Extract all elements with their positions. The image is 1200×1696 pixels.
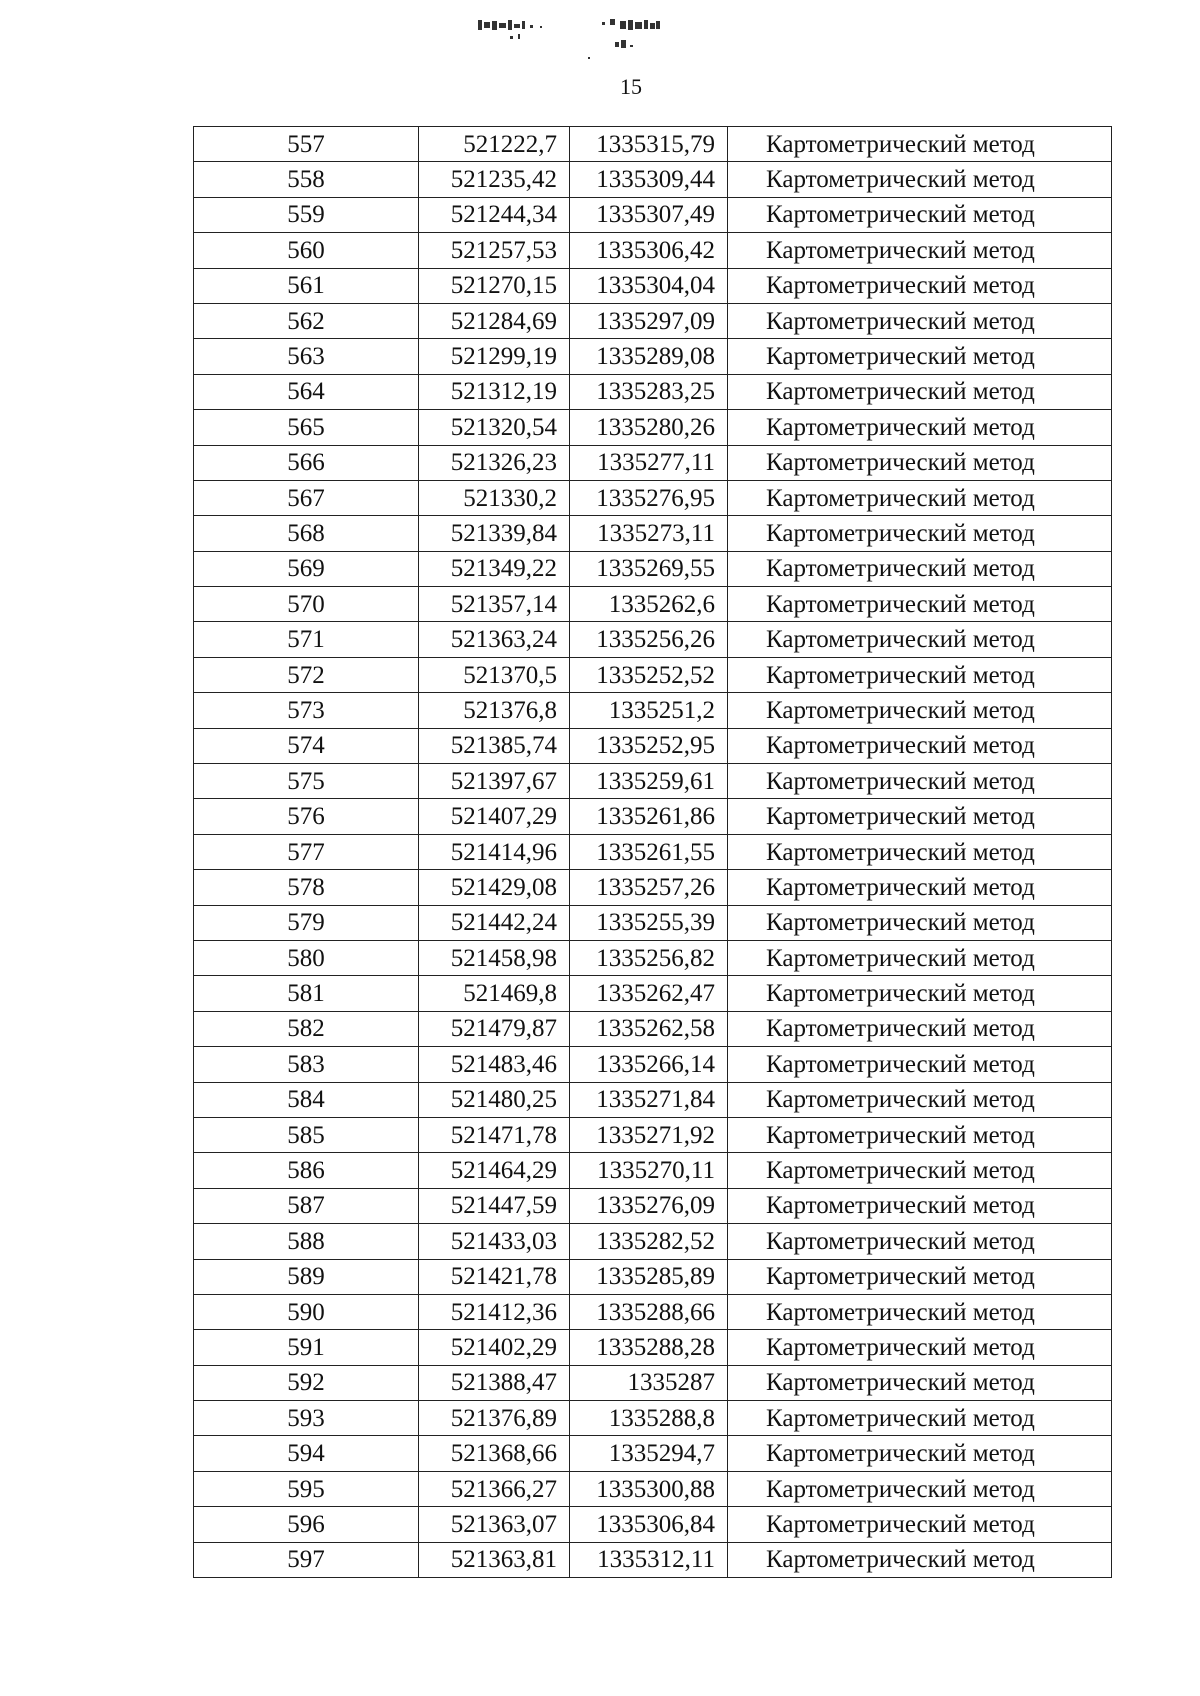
method-cell: Картометрический метод — [728, 1365, 1112, 1400]
method-cell: Картометрический метод — [728, 1224, 1112, 1259]
point-number-cell: 593 — [194, 1401, 419, 1436]
point-number-cell: 583 — [194, 1047, 419, 1082]
y-coordinate-cell: 1335288,28 — [570, 1330, 728, 1365]
x-coordinate-cell: 521299,19 — [419, 339, 570, 374]
point-number-cell: 574 — [194, 728, 419, 763]
y-coordinate-cell: 1335283,25 — [570, 374, 728, 409]
y-coordinate-cell: 1335276,09 — [570, 1188, 728, 1223]
x-coordinate-cell: 521458,98 — [419, 940, 570, 975]
point-number-cell: 565 — [194, 410, 419, 445]
table-row — [194, 303, 1112, 338]
table-row — [194, 764, 1112, 799]
y-coordinate-cell: 1335276,95 — [570, 480, 728, 515]
x-coordinate-cell: 521320,54 — [419, 410, 570, 445]
point-number-cell: 595 — [194, 1471, 419, 1506]
x-coordinate-cell: 521412,36 — [419, 1294, 570, 1329]
x-coordinate-cell: 521326,23 — [419, 445, 570, 480]
y-coordinate-cell: 1335297,09 — [570, 303, 728, 338]
point-number-cell: 590 — [194, 1294, 419, 1329]
point-number-cell: 582 — [194, 1011, 419, 1046]
x-coordinate-cell: 521366,27 — [419, 1471, 570, 1506]
method-cell: Картометрический метод — [728, 1330, 1112, 1365]
y-coordinate-cell: 1335271,84 — [570, 1082, 728, 1117]
method-cell: Картометрический метод — [728, 1259, 1112, 1294]
table-row — [194, 1047, 1112, 1082]
table-row — [194, 127, 1112, 162]
point-number-cell: 579 — [194, 905, 419, 940]
table-row — [194, 1153, 1112, 1188]
y-coordinate-cell: 1335288,8 — [570, 1401, 728, 1436]
table-row — [194, 516, 1112, 551]
x-coordinate-cell: 521370,5 — [419, 657, 570, 692]
x-coordinate-cell: 521429,08 — [419, 870, 570, 905]
y-coordinate-cell: 1335289,08 — [570, 339, 728, 374]
y-coordinate-cell: 1335294,7 — [570, 1436, 728, 1471]
x-coordinate-cell: 521312,19 — [419, 374, 570, 409]
x-coordinate-cell: 521270,15 — [419, 268, 570, 303]
method-cell: Картометрический метод — [728, 870, 1112, 905]
table-row — [194, 976, 1112, 1011]
x-coordinate-cell: 521397,67 — [419, 764, 570, 799]
table-row — [194, 657, 1112, 692]
x-coordinate-cell: 521363,81 — [419, 1542, 570, 1577]
method-cell: Картометрический метод — [728, 233, 1112, 268]
x-coordinate-cell: 521442,24 — [419, 905, 570, 940]
x-coordinate-cell: 521368,66 — [419, 1436, 570, 1471]
table-row — [194, 1471, 1112, 1506]
method-cell: Картометрический метод — [728, 728, 1112, 763]
x-coordinate-cell: 521385,74 — [419, 728, 570, 763]
table-row — [194, 940, 1112, 975]
x-coordinate-cell: 521421,78 — [419, 1259, 570, 1294]
x-coordinate-cell: 521284,69 — [419, 303, 570, 338]
x-coordinate-cell: 521479,87 — [419, 1011, 570, 1046]
point-number-cell: 597 — [194, 1542, 419, 1577]
table-row — [194, 870, 1112, 905]
y-coordinate-cell: 1335257,26 — [570, 870, 728, 905]
table-row — [194, 445, 1112, 480]
point-number-cell: 591 — [194, 1330, 419, 1365]
y-coordinate-cell: 1335280,26 — [570, 410, 728, 445]
point-number-cell: 592 — [194, 1365, 419, 1400]
table-row — [194, 1330, 1112, 1365]
point-number-cell: 576 — [194, 799, 419, 834]
table-row — [194, 1117, 1112, 1152]
y-coordinate-cell: 1335300,88 — [570, 1471, 728, 1506]
method-cell: Картометрический метод — [728, 197, 1112, 232]
method-cell: Картометрический метод — [728, 410, 1112, 445]
point-number-cell: 586 — [194, 1153, 419, 1188]
y-coordinate-cell: 1335256,82 — [570, 940, 728, 975]
y-coordinate-cell: 1335271,92 — [570, 1117, 728, 1152]
x-coordinate-cell: 521447,59 — [419, 1188, 570, 1223]
table-row — [194, 622, 1112, 657]
y-coordinate-cell: 1335306,84 — [570, 1507, 728, 1542]
table-row — [194, 1259, 1112, 1294]
point-number-cell: 575 — [194, 764, 419, 799]
method-cell: Картометрический метод — [728, 1401, 1112, 1436]
table-row — [194, 1401, 1112, 1436]
point-number-cell: 564 — [194, 374, 419, 409]
method-cell: Картометрический метод — [728, 1082, 1112, 1117]
page-number: 15 — [620, 74, 642, 99]
y-coordinate-cell: 1335315,79 — [570, 127, 728, 162]
y-coordinate-cell: 1335261,55 — [570, 834, 728, 869]
method-cell: Картометрический метод — [728, 1507, 1112, 1542]
method-cell: Картометрический метод — [728, 445, 1112, 480]
coordinates-table-body — [194, 127, 1112, 1578]
table-row — [194, 1224, 1112, 1259]
method-cell: Картометрический метод — [728, 799, 1112, 834]
method-cell: Картометрический метод — [728, 976, 1112, 1011]
table-row — [194, 162, 1112, 197]
method-cell: Картометрический метод — [728, 1188, 1112, 1223]
point-number-cell: 580 — [194, 940, 419, 975]
table-row — [194, 1542, 1112, 1577]
point-number-cell: 573 — [194, 693, 419, 728]
x-coordinate-cell: 521402,29 — [419, 1330, 570, 1365]
method-cell: Картометрический метод — [728, 551, 1112, 586]
x-coordinate-cell: 521376,89 — [419, 1401, 570, 1436]
x-coordinate-cell: 521244,34 — [419, 197, 570, 232]
x-coordinate-cell: 521469,8 — [419, 976, 570, 1011]
scan-stamp-mark — [470, 12, 730, 72]
y-coordinate-cell: 1335262,47 — [570, 976, 728, 1011]
point-number-cell: 558 — [194, 162, 419, 197]
x-coordinate-cell: 521376,8 — [419, 693, 570, 728]
y-coordinate-cell: 1335282,52 — [570, 1224, 728, 1259]
method-cell: Картометрический метод — [728, 1011, 1112, 1046]
method-cell: Картометрический метод — [728, 657, 1112, 692]
method-cell: Картометрический метод — [728, 303, 1112, 338]
point-number-cell: 561 — [194, 268, 419, 303]
table-row — [194, 233, 1112, 268]
point-number-cell: 581 — [194, 976, 419, 1011]
method-cell: Картометрический метод — [728, 1471, 1112, 1506]
point-number-cell: 596 — [194, 1507, 419, 1542]
point-number-cell: 585 — [194, 1117, 419, 1152]
y-coordinate-cell: 1335259,61 — [570, 764, 728, 799]
point-number-cell: 572 — [194, 657, 419, 692]
y-coordinate-cell: 1335266,14 — [570, 1047, 728, 1082]
method-cell: Картометрический метод — [728, 516, 1112, 551]
table-row — [194, 1011, 1112, 1046]
coordinates-table — [193, 126, 1112, 1578]
table-row — [194, 339, 1112, 374]
point-number-cell: 570 — [194, 587, 419, 622]
method-cell: Картометрический метод — [728, 1047, 1112, 1082]
y-coordinate-cell: 1335269,55 — [570, 551, 728, 586]
method-cell: Картометрический метод — [728, 1117, 1112, 1152]
point-number-cell: 578 — [194, 870, 419, 905]
method-cell: Картометрический метод — [728, 268, 1112, 303]
y-coordinate-cell: 1335262,6 — [570, 587, 728, 622]
table-row — [194, 480, 1112, 515]
y-coordinate-cell: 1335277,11 — [570, 445, 728, 480]
table-row — [194, 551, 1112, 586]
x-coordinate-cell: 521483,46 — [419, 1047, 570, 1082]
point-number-cell: 563 — [194, 339, 419, 374]
table-row — [194, 587, 1112, 622]
y-coordinate-cell: 1335306,42 — [570, 233, 728, 268]
point-number-cell: 588 — [194, 1224, 419, 1259]
point-number-cell: 571 — [194, 622, 419, 657]
method-cell: Картометрический метод — [728, 162, 1112, 197]
y-coordinate-cell: 1335262,58 — [570, 1011, 728, 1046]
table-row — [194, 799, 1112, 834]
table-row — [194, 1294, 1112, 1329]
x-coordinate-cell: 521433,03 — [419, 1224, 570, 1259]
x-coordinate-cell: 521330,2 — [419, 480, 570, 515]
method-cell: Картометрический метод — [728, 940, 1112, 975]
table-row — [194, 905, 1112, 940]
method-cell: Картометрический метод — [728, 1542, 1112, 1577]
table-row — [194, 834, 1112, 869]
y-coordinate-cell: 1335252,52 — [570, 657, 728, 692]
y-coordinate-cell: 1335285,89 — [570, 1259, 728, 1294]
table-row — [194, 1082, 1112, 1117]
y-coordinate-cell: 1335261,86 — [570, 799, 728, 834]
point-number-cell: 559 — [194, 197, 419, 232]
x-coordinate-cell: 521339,84 — [419, 516, 570, 551]
method-cell: Картометрический метод — [728, 480, 1112, 515]
x-coordinate-cell: 521480,25 — [419, 1082, 570, 1117]
x-coordinate-cell: 521414,96 — [419, 834, 570, 869]
table-row — [194, 728, 1112, 763]
y-coordinate-cell: 1335251,2 — [570, 693, 728, 728]
method-cell: Картометрический метод — [728, 905, 1112, 940]
method-cell: Картометрический метод — [728, 127, 1112, 162]
table-row — [194, 410, 1112, 445]
method-cell: Картометрический метод — [728, 764, 1112, 799]
x-coordinate-cell: 521357,14 — [419, 587, 570, 622]
point-number-cell: 577 — [194, 834, 419, 869]
x-coordinate-cell: 521222,7 — [419, 127, 570, 162]
method-cell: Картометрический метод — [728, 587, 1112, 622]
x-coordinate-cell: 521464,29 — [419, 1153, 570, 1188]
point-number-cell: 594 — [194, 1436, 419, 1471]
method-cell: Картометрический метод — [728, 1294, 1112, 1329]
y-coordinate-cell: 1335304,04 — [570, 268, 728, 303]
x-coordinate-cell: 521363,24 — [419, 622, 570, 657]
table-row — [194, 1507, 1112, 1542]
y-coordinate-cell: 1335255,39 — [570, 905, 728, 940]
point-number-cell: 566 — [194, 445, 419, 480]
table-row — [194, 693, 1112, 728]
y-coordinate-cell: 1335256,26 — [570, 622, 728, 657]
table-row — [194, 1365, 1112, 1400]
x-coordinate-cell: 521349,22 — [419, 551, 570, 586]
x-coordinate-cell: 521363,07 — [419, 1507, 570, 1542]
method-cell: Картометрический метод — [728, 834, 1112, 869]
method-cell: Картометрический метод — [728, 1436, 1112, 1471]
point-number-cell: 567 — [194, 480, 419, 515]
method-cell: Картометрический метод — [728, 622, 1112, 657]
y-coordinate-cell: 1335312,11 — [570, 1542, 728, 1577]
point-number-cell: 587 — [194, 1188, 419, 1223]
y-coordinate-cell: 1335252,95 — [570, 728, 728, 763]
table-row — [194, 1188, 1112, 1223]
x-coordinate-cell: 521407,29 — [419, 799, 570, 834]
point-number-cell: 589 — [194, 1259, 419, 1294]
x-coordinate-cell: 521388,47 — [419, 1365, 570, 1400]
table-row — [194, 197, 1112, 232]
y-coordinate-cell: 1335270,11 — [570, 1153, 728, 1188]
y-coordinate-cell: 1335307,49 — [570, 197, 728, 232]
point-number-cell: 569 — [194, 551, 419, 586]
x-coordinate-cell: 521257,53 — [419, 233, 570, 268]
table-row — [194, 268, 1112, 303]
method-cell: Картометрический метод — [728, 374, 1112, 409]
y-coordinate-cell: 1335273,11 — [570, 516, 728, 551]
point-number-cell: 560 — [194, 233, 419, 268]
point-number-cell: 562 — [194, 303, 419, 338]
method-cell: Картометрический метод — [728, 1153, 1112, 1188]
method-cell: Картометрический метод — [728, 339, 1112, 374]
y-coordinate-cell: 1335287 — [570, 1365, 728, 1400]
x-coordinate-cell: 521235,42 — [419, 162, 570, 197]
point-number-cell: 557 — [194, 127, 419, 162]
point-number-cell: 584 — [194, 1082, 419, 1117]
method-cell: Картометрический метод — [728, 693, 1112, 728]
table-row — [194, 1436, 1112, 1471]
table-row — [194, 374, 1112, 409]
point-number-cell: 568 — [194, 516, 419, 551]
y-coordinate-cell: 1335288,66 — [570, 1294, 728, 1329]
y-coordinate-cell: 1335309,44 — [570, 162, 728, 197]
x-coordinate-cell: 521471,78 — [419, 1117, 570, 1152]
